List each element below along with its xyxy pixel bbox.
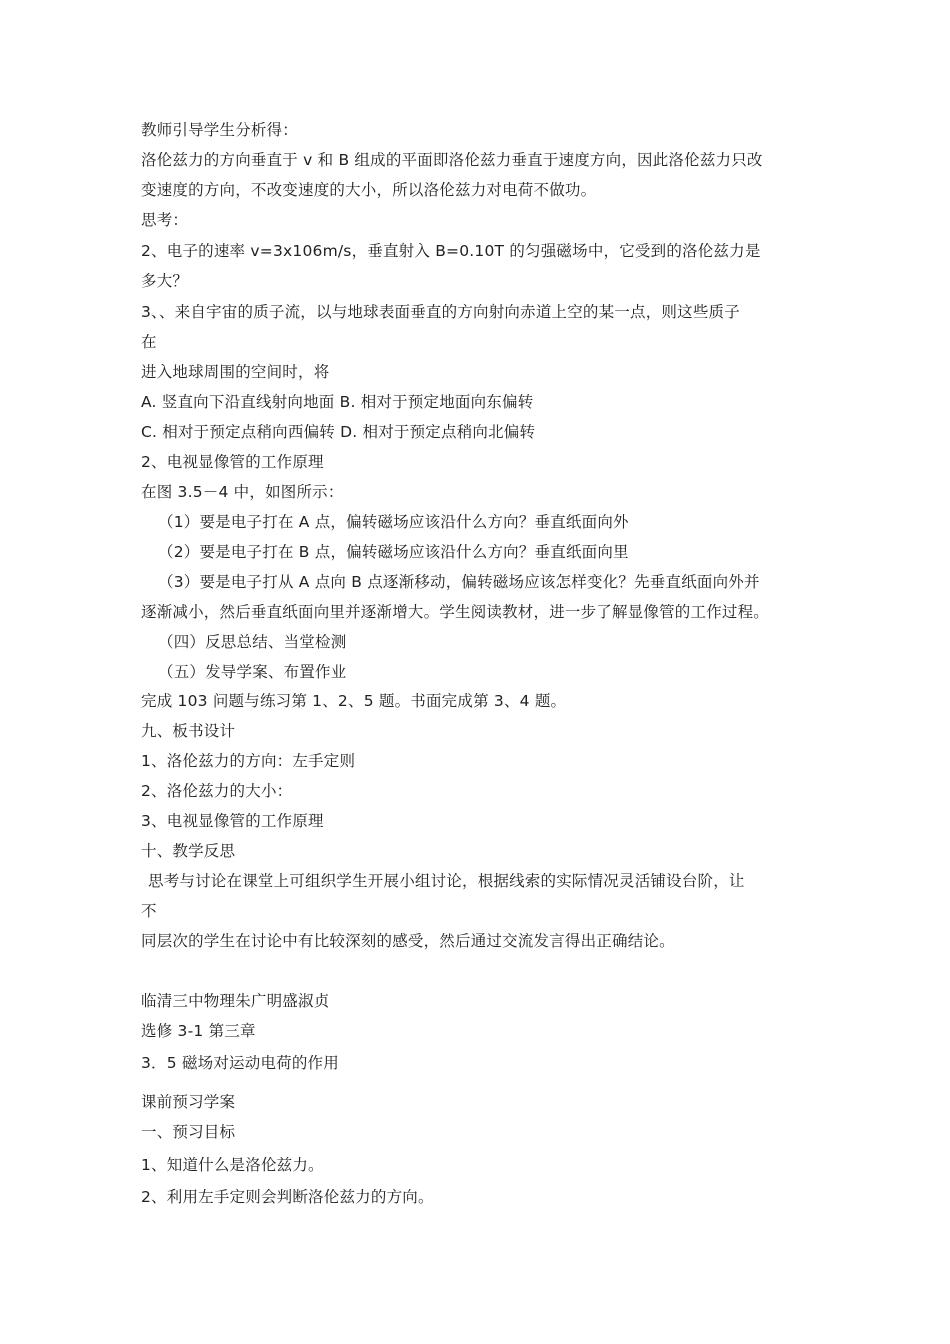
text-line: 3、电视显像管的工作原理 — [141, 812, 324, 830]
text-line: 不 — [141, 902, 157, 920]
text-line: 进入地球周围的空间时，将 — [141, 363, 330, 381]
text-line: 1、知道什么是洛伦兹力。 — [141, 1156, 324, 1174]
text-line: 十、教学反思 — [141, 842, 236, 860]
text-line: 在 — [141, 333, 157, 351]
text-line: 一、预习目标 — [141, 1123, 236, 1141]
text-line: 思考： — [141, 211, 189, 229]
text-line: （五）发导学案、布置作业 — [158, 663, 347, 681]
text-line: C. 相对于预定点稍向西偏转 D. 相对于预定点稍向北偏转 — [141, 423, 536, 441]
text-line: （四）反思总结、当堂检测 — [158, 633, 347, 651]
text-line: 临清三中物理朱广明盛淑贞 — [141, 992, 330, 1010]
text-line: 2、洛伦兹力的大小： — [141, 782, 293, 800]
text-line: 1、洛伦兹力的方向：左手定则 — [141, 752, 356, 770]
text-line: 在图 3.5－4 中，如图所示： — [141, 483, 344, 501]
text-line: 3．5 磁场对运动电荷的作用 — [141, 1054, 339, 1072]
text-line: 完成 103 问题与练习第 1、2、5 题。书面完成第 3、4 题。 — [141, 692, 567, 710]
text-line: 变速度的方向，不改变速度的大小，所以洛伦兹力对电荷不做功。 — [141, 181, 597, 199]
text-line: 教师引导学生分析得： — [141, 121, 299, 139]
text-line: 3、、来自宇宙的质子流，以与地球表面垂直的方向射向赤道上空的某一点，则这些质子 — [141, 303, 740, 321]
text-line: 2、利用左手定则会判断洛伦兹力的方向。 — [141, 1188, 434, 1206]
text-line: （3）要是电子打从 A 点向 B 点逐渐移动，偏转磁场应该怎样变化？先垂直纸面向外并 — [158, 573, 760, 591]
text-line: 同层次的学生在讨论中有比较深刻的感受，然后通过交流发言得出正确结论。 — [141, 932, 675, 950]
text-line: 2、电视显像管的工作原理 — [141, 453, 324, 471]
text-line: 多大？ — [141, 272, 189, 290]
text-line: 逐渐减小，然后垂直纸面向里并逐渐增大。学生阅读教材，进一步了解显像管的工作过程。 — [141, 603, 770, 621]
text-line: 2、电子的速率 v=3x106m/s，垂直射入 B=0.10T 的匀强磁场中，它受到的洛伦兹力是 — [141, 242, 761, 260]
text-line: 课前预习学案 — [141, 1093, 236, 1111]
text-line: 思考与讨论在课堂上可组织学生开展小组讨论，根据线索的实际情况灵活铺设台阶，让 — [148, 872, 745, 890]
text-line: 九、板书设计 — [141, 722, 236, 740]
text-line: （1）要是电子打在 A 点，偏转磁场应该沿什么方向？垂直纸面向外 — [158, 513, 629, 531]
text-line: 选修 3-1 第三章 — [141, 1022, 256, 1040]
text-line: A. 竖直向下沿直线射向地面 B. 相对于预定地面向东偏转 — [141, 393, 534, 411]
text-line: （2）要是电子打在 B 点，偏转磁场应该沿什么方向？垂直纸面向里 — [158, 543, 629, 561]
text-line: 洛伦兹力的方向垂直于 v 和 B 组成的平面即洛伦兹力垂直于速度方向，因此洛伦兹力只改 — [141, 151, 763, 169]
